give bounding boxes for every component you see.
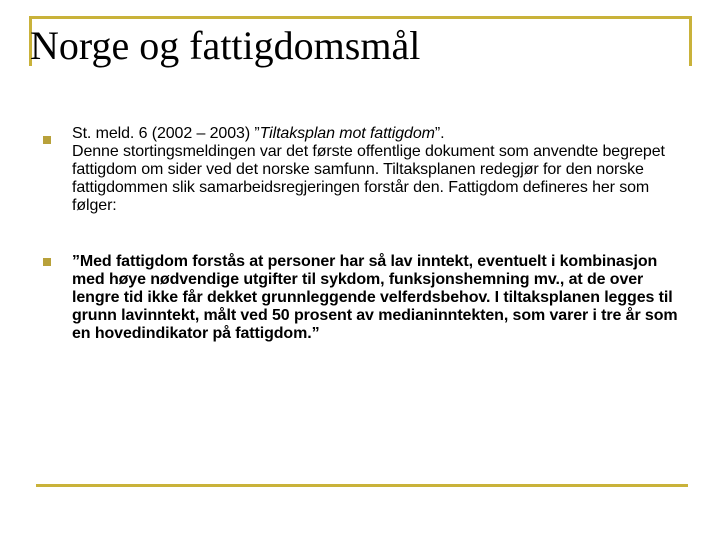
frame-right-line xyxy=(689,16,692,66)
bullet-2-quote: ”Med fattigdom forstås at personer har så lav inntekt, eventuelt i kombinasjon med høye nødvendige utgifter til sykdom, funksjonshemning mv., at de over lengre tid ikke får dekket grunnleggende velferdsbehov. I tiltaksplanen legges til grunn lavinntekt, målt ved 50 prosent av medianinntekten, som varer i tre år som en hovedindikator på fattigdom.” xyxy=(72,253,678,342)
frame-top-line xyxy=(29,16,691,19)
bullet-1-prefix: St. meld. 6 (2002 – 2003) ” xyxy=(72,125,260,142)
bullet-1-body: Denne stortingsmeldingen var det første offentlige dokument som anvendte begrepet fattigdom om sider ved det norske samfunn. Tiltaksplanen redegjør for den norske fattigdommen slik samarbeidsregjeringen forstår den. Fattigdom defineres her som følger: xyxy=(72,143,665,214)
slide-title: Norge og fattigdomsmål xyxy=(30,23,421,68)
bullet-item-1 xyxy=(72,125,684,215)
bullet-1-suffix: ”. xyxy=(434,125,445,142)
bullet-item-2 xyxy=(72,253,684,343)
bullet-1-heading xyxy=(72,125,684,143)
bullet-square-icon xyxy=(43,258,51,266)
bullet-1-italic-title: Tiltaksplan mot fattigdom xyxy=(259,125,435,142)
frame-bottom-line xyxy=(36,484,688,487)
bullet-square-icon xyxy=(43,136,51,144)
